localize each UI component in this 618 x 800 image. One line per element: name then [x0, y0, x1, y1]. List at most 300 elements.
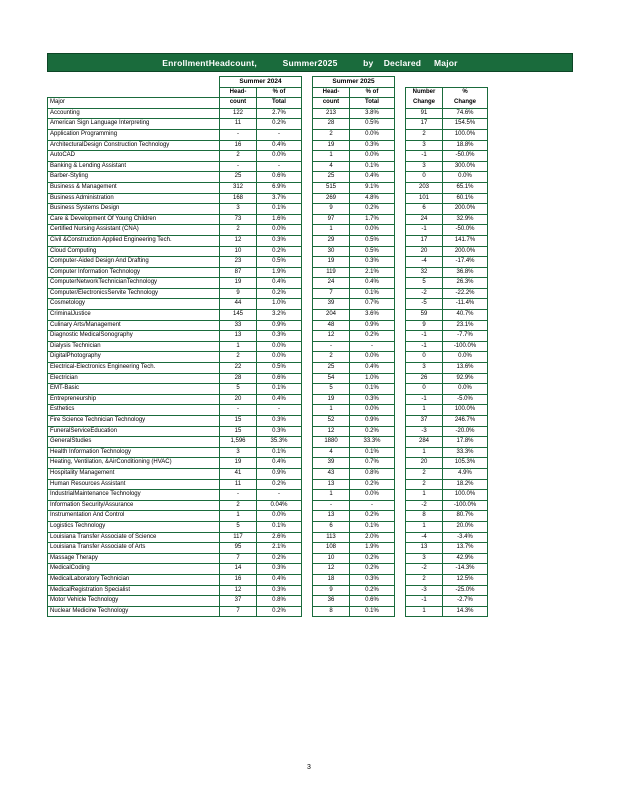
spacer [395, 596, 406, 607]
cell-pct-change: -22.2% [443, 288, 488, 299]
cell-headcount-2024: 11 [220, 479, 257, 490]
spacer [302, 596, 313, 607]
cell-pct-2024: 0.4% [257, 140, 302, 151]
cell-pct-change: 200.0% [443, 246, 488, 257]
cell-pct-2024: 0.2% [257, 119, 302, 130]
cell-major: Application Programming [48, 129, 220, 140]
cell-major: MedicalCoding [48, 564, 220, 575]
cell-pct-2025: 0.3% [350, 140, 395, 151]
cell-headcount-2025: 48 [313, 320, 350, 331]
cell-pct-change: 246.7% [443, 416, 488, 427]
spacer [395, 500, 406, 511]
spacer [395, 458, 406, 469]
spacer [302, 151, 313, 162]
spacer [302, 278, 313, 289]
cell-major: Louisiana Transfer Associate of Arts [48, 543, 220, 554]
cell-major: Barber-Styling [48, 172, 220, 183]
cell-number-change: 17 [406, 235, 443, 246]
cell-number-change: 3 [406, 363, 443, 374]
cell-pct-change: 20.0% [443, 521, 488, 532]
cell-headcount-2024: 3 [220, 447, 257, 458]
cell-number-change: 91 [406, 108, 443, 119]
cell-headcount-2025: 39 [313, 458, 350, 469]
cell-major: Diagnostic MedicalSonography [48, 331, 220, 342]
spacer [395, 257, 406, 268]
table-row [48, 532, 488, 543]
spacer [395, 521, 406, 532]
cell-pct-change: -25.0% [443, 585, 488, 596]
table-row [48, 543, 488, 554]
cell-headcount-2025: 1 [313, 151, 350, 162]
col-head-pctof-2025: % of [350, 87, 395, 98]
cell-pct-2025: 0.2% [350, 204, 395, 215]
cell-headcount-2025: 30 [313, 246, 350, 257]
cell-pct-change: 18.2% [443, 479, 488, 490]
cell-headcount-2024: 15 [220, 416, 257, 427]
cell-pct-2024: 1.0% [257, 299, 302, 310]
cell-headcount-2025: 13 [313, 511, 350, 522]
table-row [48, 310, 488, 321]
cell-headcount-2025: 9 [313, 585, 350, 596]
spacer [302, 98, 313, 109]
cell-major: Entrepreneurship [48, 394, 220, 405]
cell-pct-change: 0.0% [443, 384, 488, 395]
cell-major: Massage Therapy [48, 553, 220, 564]
cell-number-change: 203 [406, 182, 443, 193]
table-row [48, 564, 488, 575]
cell-pct-2025: 2.1% [350, 267, 395, 278]
empty-cell [406, 77, 443, 88]
cell-pct-change: -5.0% [443, 394, 488, 405]
cell-headcount-2025: 39 [313, 299, 350, 310]
cell-pct-2025: 0.3% [350, 574, 395, 585]
cell-pct-2025: 0.5% [350, 246, 395, 257]
cell-pct-2024: 2.6% [257, 532, 302, 543]
spacer [395, 214, 406, 225]
cell-headcount-2025: 213 [313, 108, 350, 119]
spacer [302, 352, 313, 363]
spacer [395, 193, 406, 204]
cell-number-change: 20 [406, 246, 443, 257]
cell-pct-2025: 1.9% [350, 543, 395, 554]
cell-pct-2025: 0.1% [350, 521, 395, 532]
spacer [395, 532, 406, 543]
cell-pct-2025: 0.2% [350, 585, 395, 596]
group-header-2025: Summer 2025 [313, 77, 395, 88]
cell-pct-change: -11.4% [443, 299, 488, 310]
cell-major: Civil &Construction Applied Engineering Tech. [48, 235, 220, 246]
table-group-header-row [48, 77, 488, 88]
cell-pct-2024: 0.1% [257, 384, 302, 395]
cell-headcount-2024: 23 [220, 257, 257, 268]
cell-pct-change: -14.3% [443, 564, 488, 575]
spacer [395, 151, 406, 162]
cell-major: GeneralStudies [48, 437, 220, 448]
cell-headcount-2024: 15 [220, 426, 257, 437]
cell-pct-2025: 0.2% [350, 511, 395, 522]
cell-pct-2024: 0.3% [257, 235, 302, 246]
cell-pct-change: -3.4% [443, 532, 488, 543]
cell-pct-2025: 0.4% [350, 278, 395, 289]
cell-pct-2024: 0.2% [257, 553, 302, 564]
table-row [48, 585, 488, 596]
cell-pct-change: 42.9% [443, 553, 488, 564]
cell-pct-2024: 0.0% [257, 511, 302, 522]
table-subheader-row-1 [48, 87, 488, 98]
cell-headcount-2025: 108 [313, 543, 350, 554]
group-header-2024: Summer 2024 [220, 77, 302, 88]
cell-pct-change: 65.1% [443, 182, 488, 193]
table-row [48, 204, 488, 215]
cell-major: Information Security/Assurance [48, 500, 220, 511]
cell-headcount-2024: 7 [220, 553, 257, 564]
cell-major: Hospitality Management [48, 468, 220, 479]
cell-pct-change: 100.0% [443, 129, 488, 140]
spacer [395, 129, 406, 140]
cell-pct-2025: 4.8% [350, 193, 395, 204]
spacer [302, 447, 313, 458]
spacer [395, 108, 406, 119]
cell-pct-2025: 33.3% [350, 437, 395, 448]
spacer [395, 490, 406, 501]
cell-pct-change: 200.0% [443, 204, 488, 215]
cell-headcount-2025: 54 [313, 373, 350, 384]
cell-major: Computer Information Technology [48, 267, 220, 278]
cell-number-change: -1 [406, 225, 443, 236]
cell-number-change: 3 [406, 161, 443, 172]
spacer [302, 288, 313, 299]
cell-headcount-2025: 18 [313, 574, 350, 585]
cell-headcount-2024: 16 [220, 140, 257, 151]
spacer [302, 511, 313, 522]
cell-headcount-2024: 2 [220, 151, 257, 162]
cell-major: Business Systems Design [48, 204, 220, 215]
spacer [302, 574, 313, 585]
spacer [302, 129, 313, 140]
cell-pct-2024: 0.3% [257, 331, 302, 342]
cell-number-change: -4 [406, 532, 443, 543]
cell-major: AutoCAD [48, 151, 220, 162]
table-row [48, 553, 488, 564]
cell-headcount-2025: 2 [313, 352, 350, 363]
cell-pct-2024: 0.1% [257, 204, 302, 215]
cell-headcount-2024: 25 [220, 172, 257, 183]
spacer [395, 320, 406, 331]
cell-headcount-2024: 19 [220, 458, 257, 469]
cell-headcount-2025: 24 [313, 278, 350, 289]
cell-pct-2025: 0.5% [350, 119, 395, 130]
cell-pct-2024: 1.9% [257, 267, 302, 278]
cell-headcount-2024: 11 [220, 119, 257, 130]
spacer [302, 416, 313, 427]
spacer [395, 172, 406, 183]
cell-pct-2025: 0.2% [350, 564, 395, 575]
cell-headcount-2025: 4 [313, 447, 350, 458]
cell-number-change: 101 [406, 193, 443, 204]
cell-major: DigitalPhotography [48, 352, 220, 363]
cell-pct-2025: 0.7% [350, 299, 395, 310]
cell-headcount-2024: 44 [220, 299, 257, 310]
cell-pct-2025: 0.2% [350, 426, 395, 437]
cell-headcount-2024: 14 [220, 564, 257, 575]
cell-number-change: 1 [406, 405, 443, 416]
table-row [48, 574, 488, 585]
spacer [395, 288, 406, 299]
cell-headcount-2024: - [220, 490, 257, 501]
cell-headcount-2024: 33 [220, 320, 257, 331]
cell-headcount-2025: 2 [313, 129, 350, 140]
cell-major: Banking & Lending Assistant [48, 161, 220, 172]
spacer [302, 585, 313, 596]
cell-pct-2025: 0.9% [350, 416, 395, 427]
cell-pct-2025: 0.1% [350, 288, 395, 299]
cell-major: Care & Development Of Young Children [48, 214, 220, 225]
cell-major: Heating, Ventilation, &AirConditioning (HVAC) [48, 458, 220, 469]
cell-headcount-2025: 19 [313, 257, 350, 268]
cell-number-change: -4 [406, 257, 443, 268]
cell-major: Logistics Technology [48, 521, 220, 532]
table-row [48, 384, 488, 395]
cell-headcount-2024: 22 [220, 363, 257, 374]
table-row [48, 606, 488, 617]
cell-pct-2025: 0.4% [350, 172, 395, 183]
cell-pct-2024: 0.3% [257, 585, 302, 596]
table-row [48, 479, 488, 490]
cell-pct-2024: 0.2% [257, 246, 302, 257]
spacer [302, 500, 313, 511]
spacer [395, 574, 406, 585]
spacer [395, 447, 406, 458]
table-row [48, 500, 488, 511]
cell-pct-change: 17.8% [443, 437, 488, 448]
cell-headcount-2024: 1 [220, 511, 257, 522]
cell-number-change: -2 [406, 564, 443, 575]
cell-number-change: 1 [406, 490, 443, 501]
spacer [395, 426, 406, 437]
spacer [395, 585, 406, 596]
cell-major: FuneralServiceEducation [48, 426, 220, 437]
cell-pct-2025: 0.8% [350, 468, 395, 479]
cell-number-change: 0 [406, 384, 443, 395]
table-row [48, 437, 488, 448]
cell-pct-2025: 0.1% [350, 161, 395, 172]
spacer [302, 214, 313, 225]
cell-number-change: 5 [406, 278, 443, 289]
table-row [48, 246, 488, 257]
cell-pct-2024: 0.1% [257, 447, 302, 458]
col-head-total-2024: Total [257, 98, 302, 109]
cell-headcount-2025: - [313, 341, 350, 352]
col-head-headcount-2024: Head- [220, 87, 257, 98]
cell-pct-change: 33.3% [443, 447, 488, 458]
enrollment-table [47, 76, 488, 617]
cell-major: Esthetics [48, 405, 220, 416]
cell-major: MedicalLaboratory Technician [48, 574, 220, 585]
cell-headcount-2024: 19 [220, 278, 257, 289]
spacer [395, 119, 406, 130]
cell-major: Louisiana Transfer Associate of Science [48, 532, 220, 543]
table-row [48, 288, 488, 299]
cell-pct-change: 26.3% [443, 278, 488, 289]
empty-cell [443, 77, 488, 88]
cell-major: EMT-Basic [48, 384, 220, 395]
cell-pct-2024: - [257, 490, 302, 501]
cell-number-change: -2 [406, 500, 443, 511]
table-row [48, 416, 488, 427]
cell-pct-2025: 1.7% [350, 214, 395, 225]
cell-pct-2025: 0.0% [350, 405, 395, 416]
cell-headcount-2024: - [220, 161, 257, 172]
cell-headcount-2024: 7 [220, 606, 257, 617]
table-row [48, 299, 488, 310]
table-row [48, 151, 488, 162]
report-title-bar [47, 53, 573, 72]
cell-major: ArchitecturalDesign Construction Technology [48, 140, 220, 151]
cell-major: Nuclear Medicine Technology [48, 606, 220, 617]
spacer [395, 278, 406, 289]
spacer [395, 182, 406, 193]
cell-pct-change: 14.3% [443, 606, 488, 617]
table-row [48, 320, 488, 331]
cell-pct-2024: - [257, 405, 302, 416]
cell-pct-2024: 0.1% [257, 521, 302, 532]
cell-pct-2024: 0.6% [257, 373, 302, 384]
cell-headcount-2024: 10 [220, 246, 257, 257]
cell-pct-2025: 0.2% [350, 553, 395, 564]
cell-major: ComputerNetworkTechnicianTechnology [48, 278, 220, 289]
col-head-total-2025: Total [350, 98, 395, 109]
cell-headcount-2025: 28 [313, 119, 350, 130]
cell-pct-2024: 2.7% [257, 108, 302, 119]
cell-headcount-2025: 9 [313, 204, 350, 215]
spacer [302, 108, 313, 119]
table-row [48, 193, 488, 204]
cell-pct-2024: 3.2% [257, 310, 302, 321]
cell-number-change: 3 [406, 553, 443, 564]
cell-pct-change: 0.0% [443, 352, 488, 363]
col-head-pctof-2024: % of [257, 87, 302, 98]
cell-number-change: 0 [406, 172, 443, 183]
cell-pct-change: 12.5% [443, 574, 488, 585]
cell-number-change: 17 [406, 119, 443, 130]
cell-pct-2025: - [350, 341, 395, 352]
cell-major: Cosmetology [48, 299, 220, 310]
table-row [48, 363, 488, 374]
cell-pct-2025: 0.3% [350, 394, 395, 405]
cell-headcount-2024: 312 [220, 182, 257, 193]
cell-pct-change: 141.7% [443, 235, 488, 246]
spacer [395, 331, 406, 342]
cell-headcount-2025: 12 [313, 331, 350, 342]
cell-headcount-2024: 1 [220, 341, 257, 352]
cell-major: Health Information Technology [48, 447, 220, 458]
cell-pct-change: 13.6% [443, 363, 488, 374]
spacer [395, 553, 406, 564]
cell-number-change: -3 [406, 426, 443, 437]
cell-number-change: 32 [406, 267, 443, 278]
spacer [395, 140, 406, 151]
cell-headcount-2024: 168 [220, 193, 257, 204]
spacer [395, 225, 406, 236]
cell-pct-2025: - [350, 500, 395, 511]
cell-headcount-2024: 117 [220, 532, 257, 543]
col-head-pct-change [443, 87, 488, 108]
cell-pct-2025: 3.6% [350, 310, 395, 321]
spacer [395, 384, 406, 395]
cell-pct-change: 100.0% [443, 490, 488, 501]
cell-pct-2024: 0.3% [257, 564, 302, 575]
cell-major: Instrumentation And Control [48, 511, 220, 522]
cell-major: Certified Nursing Assistant (CNA) [48, 225, 220, 236]
table-row [48, 140, 488, 151]
cell-headcount-2025: 36 [313, 596, 350, 607]
cell-pct-2025: 1.0% [350, 373, 395, 384]
number-change-line2: Change [412, 98, 435, 105]
cell-major: CriminalJustice [48, 310, 220, 321]
cell-headcount-2025: 25 [313, 363, 350, 374]
spacer [302, 267, 313, 278]
cell-headcount-2024: 20 [220, 394, 257, 405]
cell-pct-change: 100.0% [443, 405, 488, 416]
spacer [302, 543, 313, 554]
cell-headcount-2025: 5 [313, 384, 350, 395]
cell-number-change: -1 [406, 596, 443, 607]
col-head-number-change [406, 87, 443, 108]
spacer [302, 426, 313, 437]
cell-headcount-2024: 2 [220, 352, 257, 363]
cell-number-change: 1 [406, 447, 443, 458]
cell-pct-change: 74.6% [443, 108, 488, 119]
cell-headcount-2025: 1 [313, 225, 350, 236]
cell-headcount-2024: 5 [220, 384, 257, 395]
cell-headcount-2025: 1880 [313, 437, 350, 448]
table-row [48, 521, 488, 532]
number-change-line1: Number [412, 89, 436, 96]
cell-major: Human Resources Assistant [48, 479, 220, 490]
cell-headcount-2025: 515 [313, 182, 350, 193]
cell-number-change: -3 [406, 585, 443, 596]
empty-cell [48, 87, 220, 98]
pct-change-line2: Change [453, 98, 476, 105]
spacer [395, 352, 406, 363]
cell-major: Computer-Aided Design And Drafting [48, 257, 220, 268]
spacer [302, 193, 313, 204]
cell-headcount-2024: 37 [220, 596, 257, 607]
spacer [302, 384, 313, 395]
cell-pct-2024: 0.04% [257, 500, 302, 511]
cell-pct-2025: 0.0% [350, 490, 395, 501]
cell-pct-2025: 0.4% [350, 363, 395, 374]
table-row [48, 447, 488, 458]
cell-headcount-2025: 8 [313, 606, 350, 617]
spacer [302, 606, 313, 617]
cell-pct-change: -50.0% [443, 225, 488, 236]
cell-headcount-2024: 28 [220, 373, 257, 384]
cell-number-change: 8 [406, 511, 443, 522]
cell-pct-2025: 0.1% [350, 447, 395, 458]
cell-headcount-2025: 12 [313, 426, 350, 437]
cell-headcount-2025: 1 [313, 405, 350, 416]
spacer [395, 543, 406, 554]
cell-pct-2024: 0.2% [257, 606, 302, 617]
cell-pct-2024: 0.2% [257, 479, 302, 490]
cell-pct-2024: 6.9% [257, 182, 302, 193]
cell-pct-2025: 0.5% [350, 235, 395, 246]
cell-headcount-2025: 6 [313, 521, 350, 532]
cell-number-change: 284 [406, 437, 443, 448]
cell-pct-2024: - [257, 161, 302, 172]
table-row [48, 214, 488, 225]
